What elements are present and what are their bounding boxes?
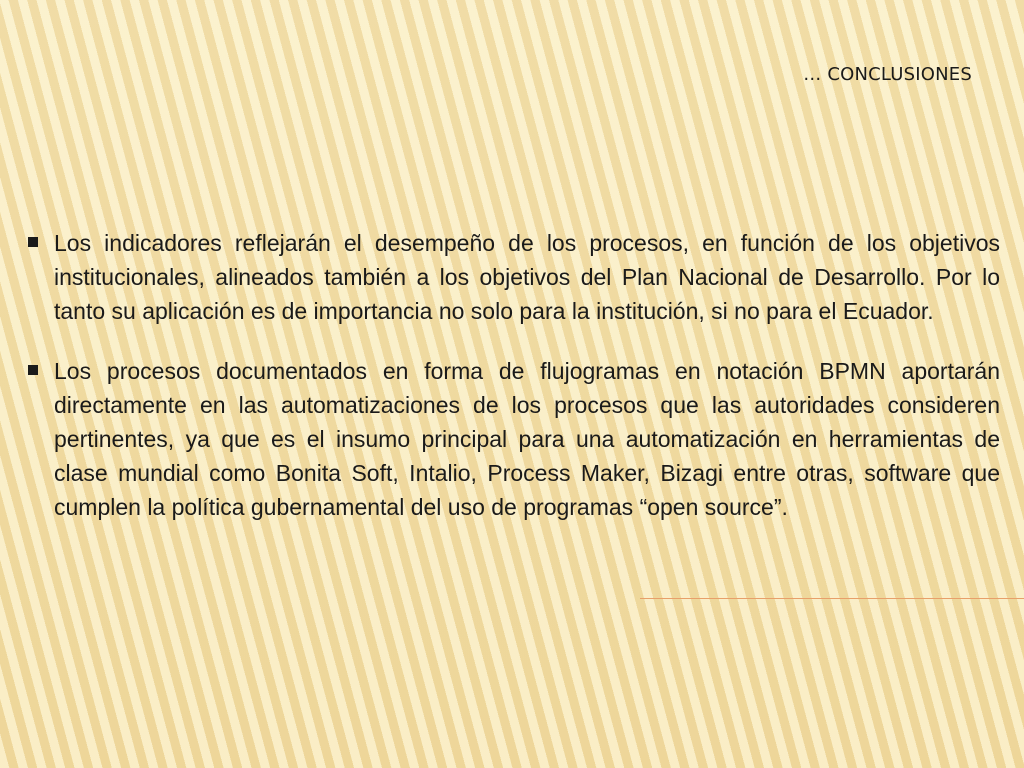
bullet-list <box>28 226 1000 550</box>
bullet-text: Los procesos documentados en forma de flujogramas en notación BPMN aportarán directamente en las automatizaciones de los procesos que las autoridades consideren pertinentes, ya que es el insumo principal para una automatización en herramientas de clase mundial como Bonita Soft, Intalio, Process Maker, Bizagi entre otras, software que cumplen la política gubernamental del uso de programas “open source”. <box>54 358 1000 520</box>
square-bullet-icon <box>28 237 38 247</box>
slide-title: … CONCLUSIONES <box>803 64 972 85</box>
bullet-item <box>28 226 1000 328</box>
bullet-item <box>28 354 1000 524</box>
bullet-text: Los indicadores reflejarán el desempeño de los procesos, en función de los objetivos institucionales, alineados también a los objetivos del Plan Nacional de Desarrollo. Por lo tanto su aplicación es de importancia no solo para la institución, si no para el Ecuador. <box>54 230 1000 324</box>
square-bullet-icon <box>28 365 38 375</box>
accent-divider <box>640 598 1024 599</box>
